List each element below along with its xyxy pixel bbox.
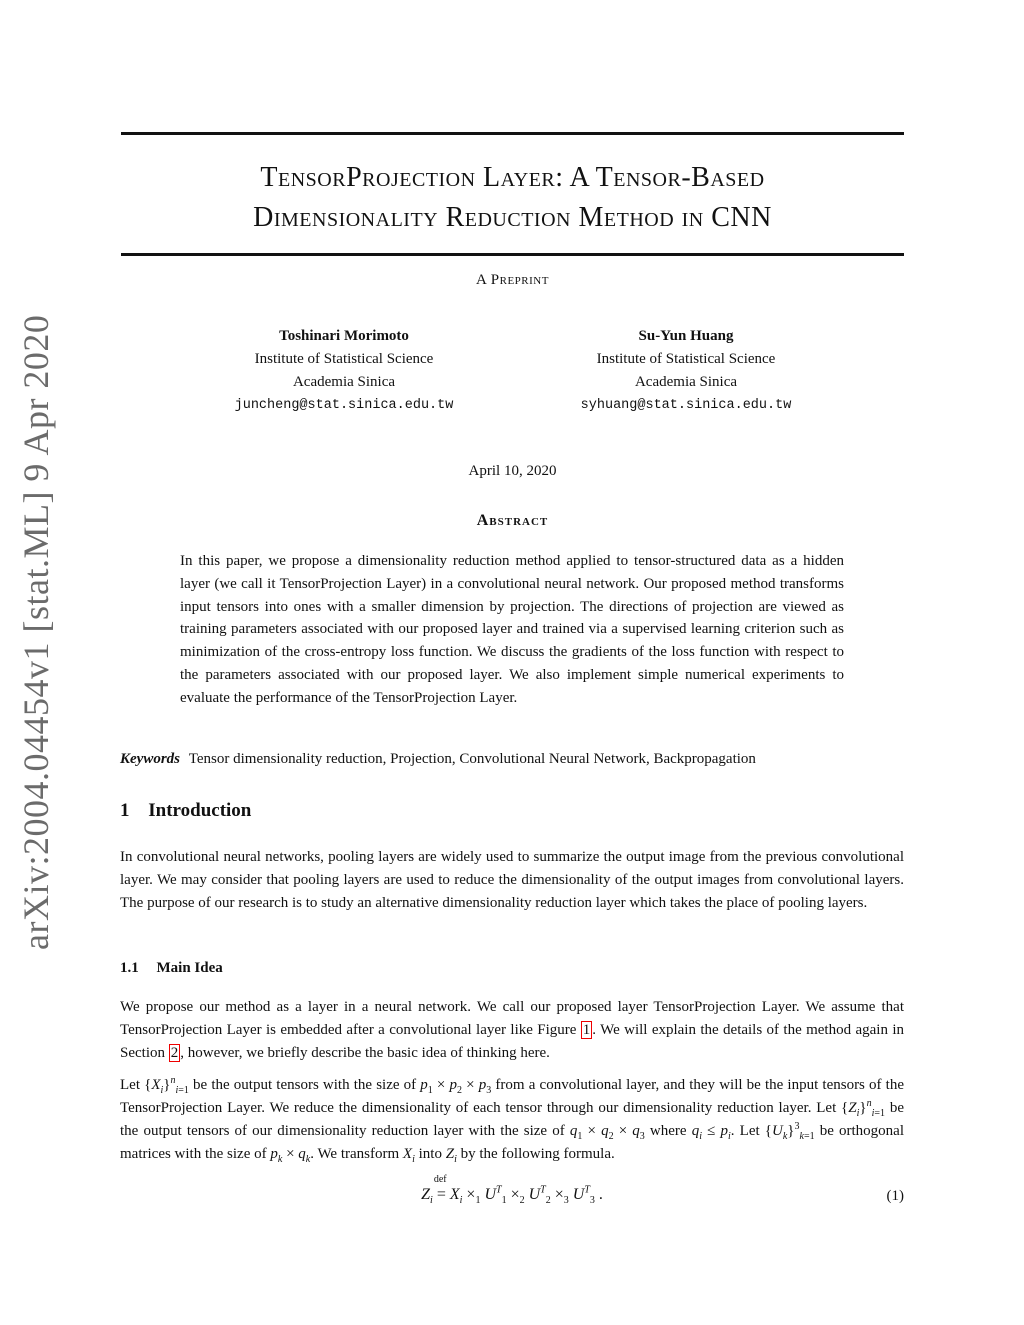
paper-date: April 10, 2020 (468, 463, 557, 479)
keywords-line (120, 751, 756, 768)
arxiv-sidebar-stamp: arXiv:2004.04454v1 [stat.ML] 9 Apr 2020 (16, 314, 56, 950)
section-ref-link[interactable]: 2 (170, 1045, 179, 1061)
author-block-2 (506, 325, 866, 417)
author-affiliation: Institute of Statistical Science (596, 351, 776, 367)
author-name: Toshinari Morimoto (279, 328, 409, 344)
author-block-1 (164, 325, 524, 417)
author-affiliation: Academia Sinica (292, 374, 396, 390)
section-1-1-heading (120, 960, 223, 977)
title-top-rule (121, 132, 904, 135)
keywords-label: Keywords (120, 751, 180, 767)
author-email[interactable]: syhuang@stat.sinica.edu.tw (580, 398, 792, 413)
abstract-heading: Abstract (476, 512, 549, 529)
author-name: Su-Yun Huang (638, 328, 734, 344)
keywords-text: Tensor dimensionality reduction, Projection, Convolutional Neural Network, Backpropagation (188, 751, 756, 767)
equation-1 (120, 1174, 904, 1207)
equation-body: $Z_i$ def = $X_i \times_1$ $U^T_1 \times_2$ $U^T_2 \times_3$ $U^T_3$ . (421, 1174, 603, 1207)
section-title: Main Idea (156, 960, 223, 976)
section-number: 1.1 (120, 960, 139, 976)
main-idea-paragraph-1: We propose our method as a layer in a neural network. We call our proposed layer TensorProjection Layer. We assume that TensorProjection Layer is embedded after a convolutional layer like Figure 1 . We will explain the details of the method again in Section 2 , however, we briefly describe the basic idea of thinking here. (120, 999, 904, 1061)
figure-ref-link[interactable]: 1 (582, 1022, 591, 1038)
author-email[interactable]: juncheng@stat.sinica.edu.tw (234, 398, 454, 413)
paper-title-line-1: TensorProjection Layer: A Tensor-Based (260, 162, 765, 193)
equation-number: (1) (886, 1188, 904, 1204)
title-bottom-rule (121, 253, 904, 256)
intro-paragraph: In convolutional neural networks, pooling layers are widely used to summarize the output image from the previous convolutional layer. We may consider that pooling layers are used to reduce the dimensionality of the output images from convolutional layers. The purpose of our research is to study an alternative dimensionality reduction layer which takes the place of pooling layers. (120, 849, 904, 911)
abstract-text: In this paper, we propose a dimensionality reduction method applied to tensor-structured data as a hidden layer (we call it TensorProjection Layer) in a convolutional neural network. Our proposed method transforms input tensors into ones with a smaller dimension by projection. The directions of projection are viewed as training parameters associated with our proposed layer and trained via a supervised learning criterion such as minimization of the cross-entropy loss function. We discuss the gradients of the loss function with respect to the parameters associated with our proposed layer. We also implement simple numerical experiments to evaluate the performance of the TensorProjection Layer. (180, 553, 844, 706)
section-title: Introduction (148, 800, 252, 821)
section-1-heading (120, 800, 251, 822)
main-idea-paragraph-2: Let $\{X_i\}^n_{i=1}$ be the output tensors with the size of $p_1 \times p_2 \times p_3$ from a convolutional layer, and they will be the input tensors of the TensorProjection Layer. We reduce the dimensionality of each tensor through our dimensionality reduction layer. Let $\{Z_i\}^n_{i=1}$ be the output tensors of our dimensionality reduction layer with the size of $q_1 \times q_2 \times q_3$ where $q_i \le p_i$. Let $\{U_k\}^3_{k=1}$ be orthogonal matrices with the size of $p_k \times q_k$. We transform $X_i$ into $Z_i$ by the following formula. (120, 1075, 904, 1165)
preprint-label: A Preprint (476, 272, 549, 288)
author-affiliation: Institute of Statistical Science (254, 351, 434, 367)
paper-title-line-2: Dimensionality Reduction Method in CNN (253, 202, 772, 233)
author-affiliation: Academia Sinica (634, 374, 738, 390)
section-number: 1 (120, 800, 130, 821)
